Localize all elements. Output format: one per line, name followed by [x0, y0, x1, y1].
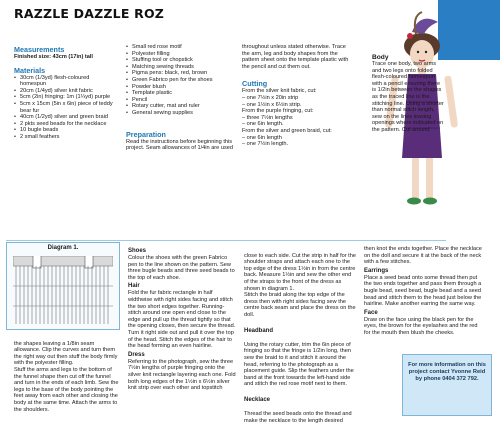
column-3	[242, 44, 350, 148]
list-item: • Powder blush	[126, 84, 234, 91]
headband-text: Using the rotary cutter, trim the 6in piece of fringing so that the fringe is 1/2in long, then sew the braid to it and stitch it around the head, referring to the photograph as a placement guide. Slip the feathers under the band at the front towards the left-hand side and stitch the red rose motif next to them.	[244, 341, 354, 388]
cutting-heading: Cutting	[242, 79, 268, 89]
shoes-heading: Shoes	[128, 248, 147, 254]
list-item: • Pencil	[126, 97, 234, 104]
preparation-heading: Preparation	[126, 129, 166, 139]
earrings-text: Place a seed bead onto some thread then put the two ends together and pass them through a bugle bead, seed bead, bugle bead and a seed bead and stitch them to the head just below the hairline. Make another earring the same way.	[364, 274, 482, 308]
earrings-heading: Earrings	[364, 267, 389, 274]
dress-text: Referring to the photograph, sew the three 7½in lengths of purple fringing onto the silver knit rectangle layering each one. Fold both long edges of the 1½in x 6½in silver knit strip over each other and topstitch	[128, 358, 236, 392]
column-1-bottom	[14, 334, 120, 421]
dress-heading: Dress	[128, 351, 145, 358]
diagram-title: Diagram 1.	[47, 245, 79, 251]
body-text: Trace one body, two arms and two legs onto folded flesh-coloured homespun with a pencil ensuring there is 1/2in between the shapes as the traced line is the stitching line. Using a shorter than normal stitch length, sew on the lines leaving openings where indicated on the pattern. Cut around	[372, 61, 444, 133]
necklace-text: Thread the seed beads onto the thread and make the necklace to the length desired	[244, 411, 352, 424]
cutting-line: – one 7½in length.	[242, 141, 289, 148]
cutting-line: – three 7½in lengths	[242, 114, 293, 121]
preparation-text: Read the instructions before beginning this project. Seam allowances of 1/4in are used	[126, 138, 233, 152]
cutting-line: From the silver knit fabric, cut:	[242, 88, 317, 95]
materials-list	[14, 75, 114, 141]
list-item: • 5cm x 15cm (5in x 6in) piece of teddy bear fur	[14, 101, 114, 114]
column-4-bottom	[364, 246, 482, 338]
shoes-text: Colour the shoes with the green Fabrico pen to the line shown on the pattern. Sew three bugle beads and three seed beads to the top of each shoe.	[128, 255, 235, 281]
article-title: RAZZLE DAZZLE ROZ	[14, 6, 165, 21]
contact-info-text: For more information on this project contact Yvonne Reid by phone 0404 372 792.	[408, 362, 486, 382]
list-item: • Pigma pens: black, red, brown	[126, 70, 234, 77]
diagram-1	[6, 242, 120, 330]
list-item: • 5cm (2in) fringing: 1m (1¼yd) purple	[14, 94, 114, 101]
list-item: • 30cm (1/3yd) flesh-coloured homespun	[14, 75, 114, 88]
list-item: • Polyester filling	[126, 51, 234, 58]
column-2	[126, 44, 234, 153]
cutting-line: – one 6in length.	[242, 121, 284, 128]
fringe-illustration	[13, 256, 113, 326]
body-heading: Body	[372, 54, 389, 61]
cutting-line: – one 1½in x 6½in strip.	[242, 101, 302, 108]
headband-heading: Headband	[244, 328, 274, 335]
cutting-line: From the silver and green braid, cut:	[242, 127, 332, 134]
materials-heading: Materials	[14, 65, 46, 75]
measurements-heading: Measurements	[14, 45, 65, 54]
instructions-text: throughout unless stated otherwise. Trace the arm, leg and body shapes from the pattern sheet onto the template plastic with the pencil and cut them out.	[242, 44, 349, 70]
list-item: • 2 small feathers	[14, 134, 114, 141]
cutting-line: – one 6in length	[242, 134, 282, 141]
necklace-heading: Necklace	[244, 397, 271, 404]
list-item: • 40cm (1/2yd) silver and green braid	[14, 114, 114, 121]
list-item: • 20cm (1/4yd) silver knit fabric	[14, 88, 114, 95]
cutting-line: From the purple fringing, cut:	[242, 108, 314, 115]
list-item: • Small red rose motif	[126, 44, 234, 51]
list-item: • Stuffing tool or chopstick	[126, 57, 234, 64]
materials-list-2	[126, 44, 234, 117]
body-assembly-text: the shapes leaving a 1/8in seam allowance. Clip the curves and turn them the right way out then stuff the body firmly with the polyester filling. Stuff the arms and legs to the bottom of the funnel shape then cut off the funnel and turn in the ends of each limb. Sew the legs to the base of the body pointing the feet away from each other and closing the body at the same time. Attach the arms to the shoulders.	[14, 340, 119, 413]
list-item: • Rotary cutter, mat and ruler	[126, 103, 234, 110]
contact-info-box	[402, 354, 492, 416]
list-item: • Template plastic	[126, 90, 234, 97]
list-item: • Matching sewing threads	[126, 64, 234, 71]
list-item: • 2 pkts seed beads for the necklace	[14, 121, 114, 128]
finished-size: Finished size: 43cm (17in) tall	[14, 54, 93, 60]
column-3-bottom	[244, 246, 356, 432]
face-heading: Face	[364, 309, 378, 316]
column-1	[14, 44, 114, 141]
dress-continued-text: close to each side. Cut the strip in half for the shoulder straps and attach each one to the top edge of the dress 1½in in from the centre back. Measure 1½in and sew the other end of the straps to the front of the dress as shown in diagram 1. Stitch the braid along the top edge of the dress then with right sides facing sew the centre back seam and place the dress on the doll.	[244, 252, 356, 318]
list-item: • General sewing supplies	[126, 110, 234, 117]
list-item: • Green Fabrico pen for the shoes	[126, 77, 234, 84]
list-item: • 10 bugle beads	[14, 127, 114, 134]
cutting-line: – one 7½in x 20in strip	[242, 94, 299, 101]
column-2-bottom	[128, 246, 236, 393]
necklace-continued-text: then knot the ends together. Place the necklace on the doll and secure it at the back of the neck with a few stitches.	[364, 246, 482, 266]
cutting-list	[242, 88, 350, 147]
face-text: Draw on the face using the black pen for the eyes, the brown for the eyelashes and the red for the mouth then blush the cheeks.	[364, 316, 478, 336]
column-4	[372, 52, 444, 135]
hair-heading: Hair	[128, 283, 140, 290]
hair-text: Fold the fur fabric rectangle in half widthwise with right sides facing and stitch the two short edges together. Running-stitch around one open end close to the edge and pull up the thread tightly so that the opening closes, then secure the thread. Turn it right side out and pull it over the top of the head. Stitch the edges of the hair to the head forming an even hairline.	[128, 290, 236, 350]
section-divider	[6, 240, 446, 241]
